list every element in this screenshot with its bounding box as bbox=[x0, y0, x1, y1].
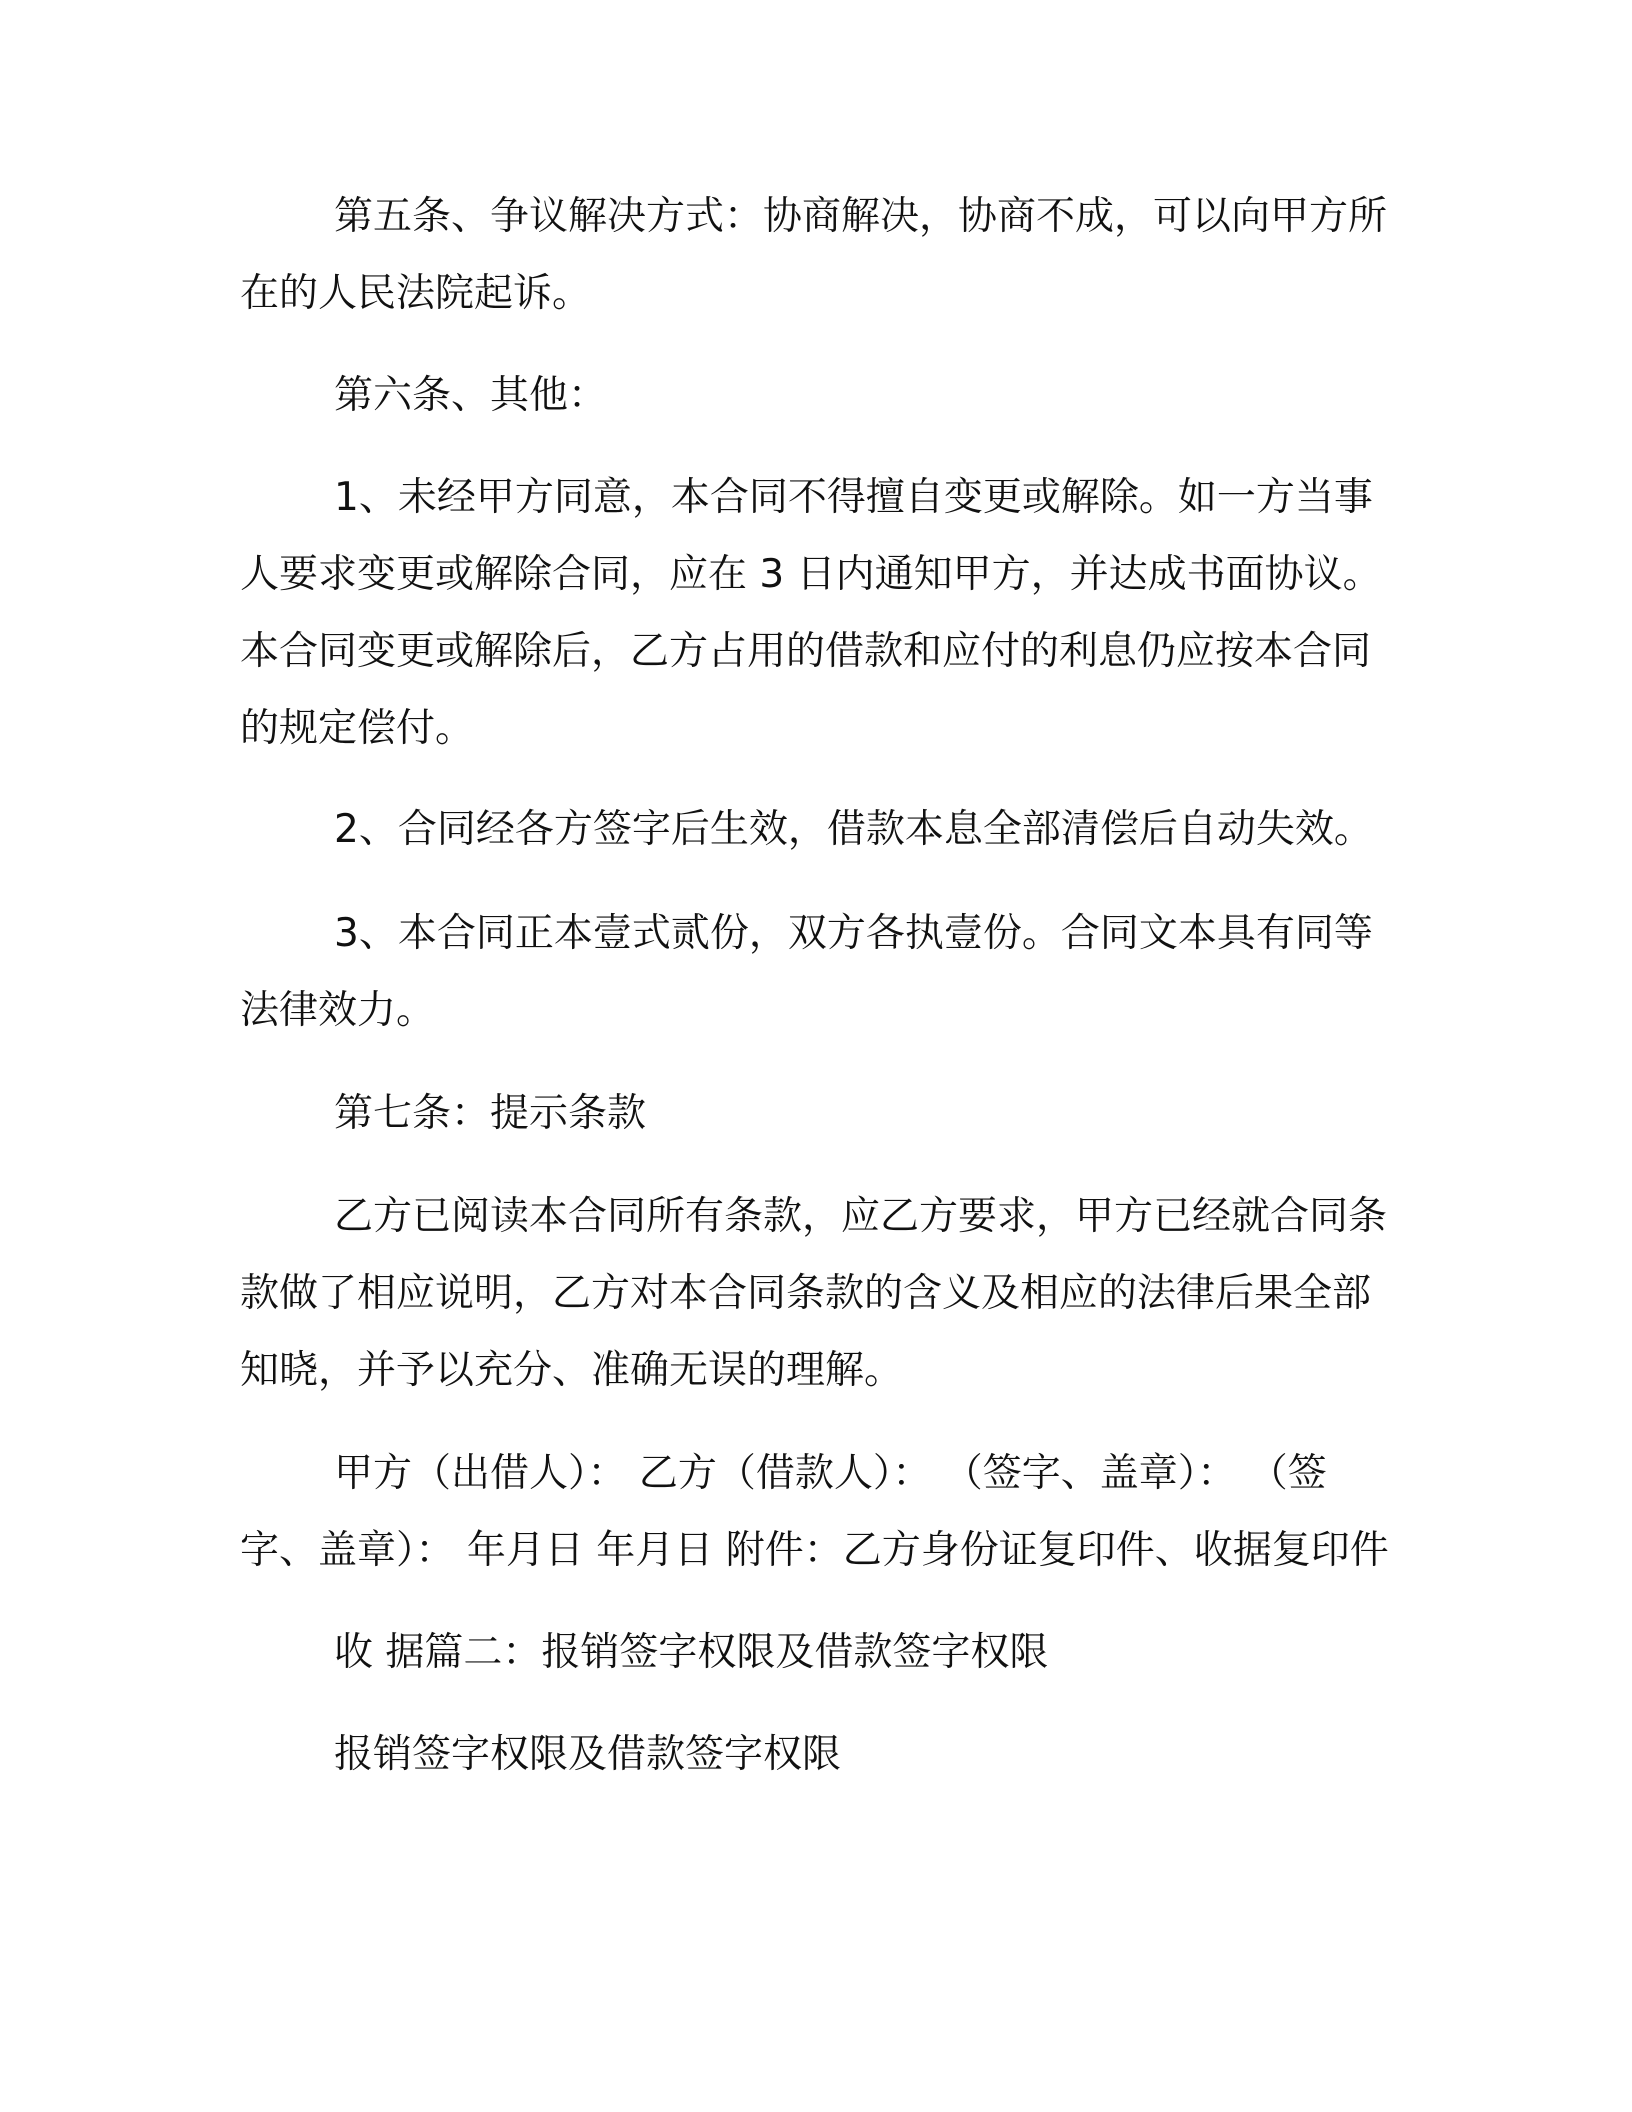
section-2-title: 收 据篇二：报销签字权限及借款签字权限 bbox=[334, 1630, 1049, 1675]
article-6-clause-1: 1、未经甲方同意，本合同不得擅自变更或解除。如一方当事人要求变更或解除合同，应在 3 日内通知甲方，并达成书面协议。本合同变更或解除后，乙方占用的借款和应付的利息仍应按本合同的规定偿付。 bbox=[240, 475, 1382, 751]
article-7-reminder-text: 乙方已阅读本合同所有条款，应乙方要求，甲方已经就合同条款做了相应说明，乙方对本合同条款的含义及相应的法律后果全部知晓，并予以充分、准确无误的理解。 bbox=[240, 1194, 1388, 1393]
section-2-heading: 报销签字权限及借款签字权限 bbox=[334, 1732, 842, 1777]
article-6-clause-3: 3、本合同正本壹式贰份，双方各执壹份。合同文本具有同等法律效力。 bbox=[240, 911, 1373, 1033]
article-5-dispute-resolution: 第五条、争议解决方式：协商解决，协商不成，可以向甲方所在的人民法院起诉。 bbox=[240, 194, 1388, 316]
article-6-heading: 第六条、其他： bbox=[334, 373, 608, 418]
article-6-clause-2: 2、合同经各方签字后生效，借款本息全部清偿后自动失效。 bbox=[334, 807, 1373, 852]
signature-block: 甲方（出借人）： 乙方（借款人）： （签字、盖章）： （签字、盖章）： 年月日 年月日 附件：乙方身份证复印件、收据复印件 bbox=[240, 1451, 1389, 1573]
article-7-heading: 第七条：提示条款 bbox=[334, 1091, 647, 1136]
